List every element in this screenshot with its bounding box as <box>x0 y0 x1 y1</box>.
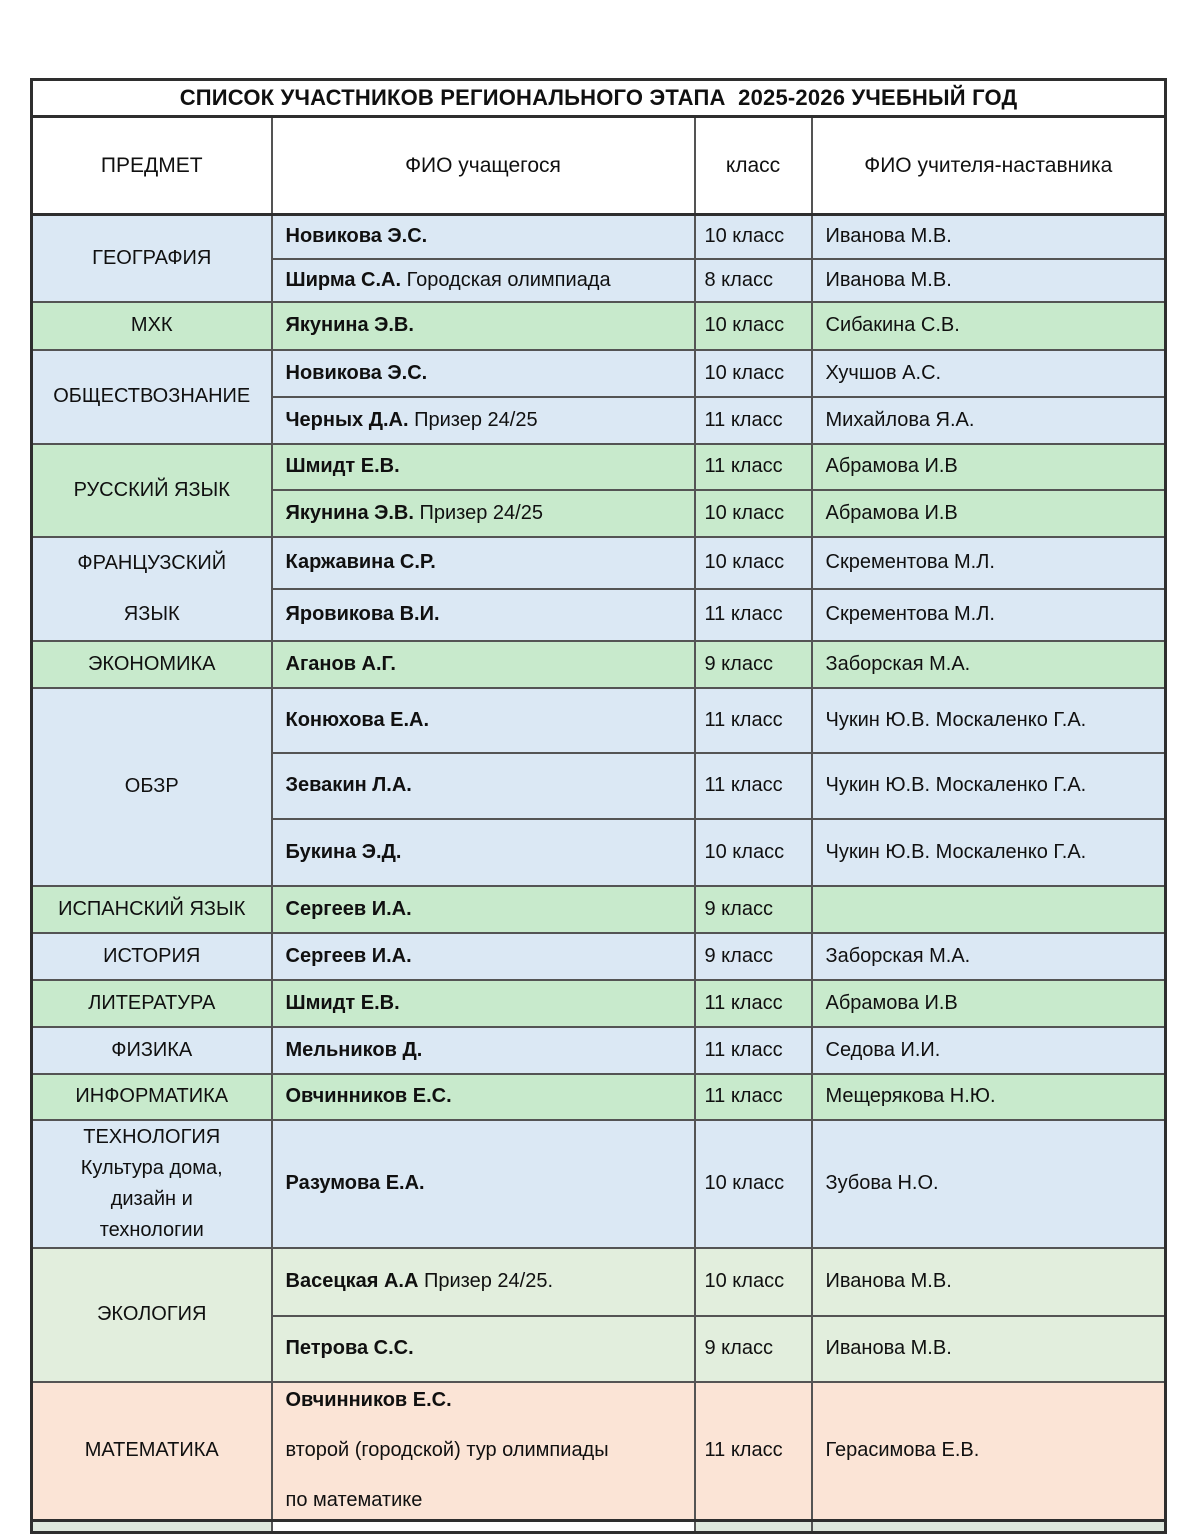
student-name: Конюхова Е.А. <box>285 708 430 731</box>
student-cell <box>272 753 695 819</box>
student-cell <box>272 1316 695 1382</box>
student-cell <box>272 215 695 259</box>
grade-cell: 10 класс <box>695 1248 812 1316</box>
column-header-student: ФИО учащегося <box>272 117 695 215</box>
subject-cell: ФРАНЦУЗСКИЙ ЯЗЫК <box>32 537 272 641</box>
subject-cell: ГЕОГРАФИЯ <box>32 215 272 302</box>
student-cell <box>272 589 695 640</box>
student-name: Новикова Э.С. <box>285 361 428 384</box>
student-name: Сергеев И.А. <box>285 944 412 967</box>
teacher-cell: Мещерякова Н.Ю. <box>812 1074 1166 1120</box>
document-page <box>30 78 1167 1534</box>
student-cell <box>272 1027 695 1074</box>
table-row <box>32 215 1166 259</box>
teacher-cell: Абрамова И.В <box>812 490 1166 537</box>
student-name: Овчинников Е.С. <box>285 1389 452 1412</box>
student-cell <box>272 490 695 537</box>
grade-cell: 11 класс <box>695 444 812 490</box>
student-cell <box>272 1074 695 1120</box>
grade-cell: 11 класс <box>695 753 812 819</box>
student-name: Шмидт Е.В. <box>285 455 400 477</box>
student-note-line: по математике <box>285 1489 423 1512</box>
student-cell <box>272 819 695 886</box>
grade-cell: 8 класс <box>695 259 812 302</box>
teacher-cell <box>812 886 1166 933</box>
cut-off-cell <box>695 1521 812 1533</box>
grade-cell: 10 класс <box>695 350 812 397</box>
student-name: Якунина Э.В. <box>285 501 414 524</box>
table-title: СПИСОК УЧАСТНИКОВ РЕГИОНАЛЬНОГО ЭТАПА 2025-2026 УЧЕБНЫЙ ГОД <box>32 80 1166 117</box>
teacher-cell: Иванова М.В. <box>812 259 1166 302</box>
student-cell <box>272 980 695 1027</box>
teacher-cell: Иванова М.В. <box>812 1248 1166 1316</box>
student-cell <box>272 397 695 444</box>
teacher-cell: Заборская М.А. <box>812 933 1166 980</box>
column-header-grade: класс <box>695 117 812 215</box>
student-cell <box>272 688 695 753</box>
student-name: Мельников Д. <box>285 1038 423 1061</box>
table-row <box>32 886 1166 933</box>
student-note: Призер 24/25 <box>408 408 538 431</box>
student-cell <box>272 886 695 933</box>
teacher-cell: Михайлова Я.А. <box>812 397 1166 444</box>
subject-cell: ОБЩЕСТВОЗНАНИЕ <box>32 350 272 444</box>
student-note: Призер 24/25 <box>413 501 543 524</box>
teacher-cell: Чукин Ю.В. Москаленко Г.А. <box>812 819 1166 886</box>
teacher-cell: Сибакина С.В. <box>812 302 1166 350</box>
student-name: Каржавина С.Р. <box>285 551 436 574</box>
table-row <box>32 537 1166 590</box>
table-row <box>32 1027 1166 1074</box>
subject-cell: ИСПАНСКИЙ ЯЗЫК <box>32 886 272 933</box>
cut-off-cell <box>812 1521 1166 1533</box>
teacher-cell: Скрементова М.Л. <box>812 537 1166 590</box>
teacher-cell: Иванова М.В. <box>812 1316 1166 1382</box>
student-cell <box>272 1248 695 1316</box>
grade-cell: 10 класс <box>695 537 812 590</box>
teacher-cell: Абрамова И.В <box>812 980 1166 1027</box>
teacher-cell: Седова И.И. <box>812 1027 1166 1074</box>
grade-cell: 11 класс <box>695 688 812 753</box>
student-name: Черных Д.А. <box>285 408 409 431</box>
teacher-cell: Скрементова М.Л. <box>812 589 1166 640</box>
subject-cell: ИНФОРМАТИКА <box>32 1074 272 1120</box>
table-row <box>32 302 1166 350</box>
participants-table <box>30 78 1167 1534</box>
table-row <box>32 1248 1166 1316</box>
table-row <box>32 1120 1166 1248</box>
subject-cell: РУССКИЙ ЯЗЫК <box>32 444 272 537</box>
subject-cell: ОБЗР <box>32 688 272 886</box>
student-name: Зевакин Л.А. <box>285 774 412 796</box>
student-cell <box>272 350 695 397</box>
teacher-cell: Хучшов А.С. <box>812 350 1166 397</box>
grade-cell: 9 класс <box>695 933 812 980</box>
student-name: Овчинников Е.С. <box>285 1085 452 1107</box>
student-name: Аганов А.Г. <box>285 652 396 675</box>
subject-cell: ФИЗИКА <box>32 1027 272 1074</box>
student-cell <box>272 259 695 302</box>
student-cell <box>272 537 695 590</box>
table-row <box>32 641 1166 688</box>
student-name: Васецкая А.А <box>285 1270 419 1292</box>
grade-cell: 11 класс <box>695 397 812 444</box>
grade-cell: 10 класс <box>695 302 812 350</box>
grade-cell: 10 класс <box>695 215 812 259</box>
student-cell <box>272 302 695 350</box>
table-row <box>32 933 1166 980</box>
table-row <box>32 444 1166 490</box>
subject-cell: МХК <box>32 302 272 350</box>
student-name: Яровикова В.И. <box>285 603 440 626</box>
grade-cell: 11 класс <box>695 980 812 1027</box>
grade-cell: 11 класс <box>695 1027 812 1074</box>
student-name: Букина Э.Д. <box>285 840 402 863</box>
subject-cell: МАТЕМАТИКА <box>32 1382 272 1521</box>
table-row <box>32 980 1166 1027</box>
student-name: Ширма С.А. <box>285 268 402 291</box>
student-cell <box>272 1382 695 1521</box>
grade-cell: 9 класс <box>695 641 812 688</box>
teacher-cell: Абрамова И.В <box>812 444 1166 490</box>
subject-cell: ЭКОЛОГИЯ <box>32 1248 272 1382</box>
grade-cell: 10 класс <box>695 490 812 537</box>
student-name: Сергеев И.А. <box>285 897 412 920</box>
column-header-teacher: ФИО учителя-наставника <box>812 117 1166 215</box>
student-name: Якунина Э.В. <box>285 314 414 336</box>
teacher-cell: Чукин Ю.В. Москаленко Г.А. <box>812 688 1166 753</box>
subject-cell: ТЕХНОЛОГИЯ Культура дома, дизайн и технологии <box>32 1120 272 1248</box>
table-row <box>32 688 1166 753</box>
table-row <box>32 1382 1166 1521</box>
grade-cell: 10 класс <box>695 819 812 886</box>
cut-off-cell <box>32 1521 272 1533</box>
cut-off-row <box>32 1521 1166 1533</box>
grade-cell: 9 класс <box>695 1316 812 1382</box>
student-note-line: второй (городской) тур олимпиады <box>285 1439 609 1462</box>
column-header-subject: ПРЕДМЕТ <box>32 117 272 215</box>
subject-cell: ИСТОРИЯ <box>32 933 272 980</box>
teacher-cell: Зубова Н.О. <box>812 1120 1166 1248</box>
student-note: Городская олимпиада <box>401 268 611 291</box>
student-name: Разумова Е.А. <box>285 1172 425 1194</box>
grade-cell: 11 класс <box>695 1074 812 1120</box>
grade-cell: 9 класс <box>695 886 812 933</box>
teacher-cell: Заборская М.А. <box>812 641 1166 688</box>
grade-cell: 11 класс <box>695 1382 812 1521</box>
grade-cell: 11 класс <box>695 589 812 640</box>
grade-cell: 10 класс <box>695 1120 812 1248</box>
student-cell <box>272 1120 695 1248</box>
column-header-row <box>32 117 1166 215</box>
student-note: Призер 24/25. <box>418 1270 554 1292</box>
student-name: Шмидт Е.В. <box>285 991 400 1014</box>
student-name: Петрова С.С. <box>285 1337 414 1359</box>
title-row <box>32 80 1166 117</box>
student-cell <box>272 444 695 490</box>
student-name: Новикова Э.С. <box>285 225 428 248</box>
student-cell <box>272 933 695 980</box>
subject-cell: ЭКОНОМИКА <box>32 641 272 688</box>
subject-cell: ЛИТЕРАТУРА <box>32 980 272 1027</box>
teacher-cell: Чукин Ю.В. Москаленко Г.А. <box>812 753 1166 819</box>
student-cell <box>272 641 695 688</box>
teacher-cell: Иванова М.В. <box>812 215 1166 259</box>
cut-off-cell <box>272 1521 695 1533</box>
table-row <box>32 1074 1166 1120</box>
teacher-cell: Герасимова Е.В. <box>812 1382 1166 1521</box>
table-row <box>32 350 1166 397</box>
